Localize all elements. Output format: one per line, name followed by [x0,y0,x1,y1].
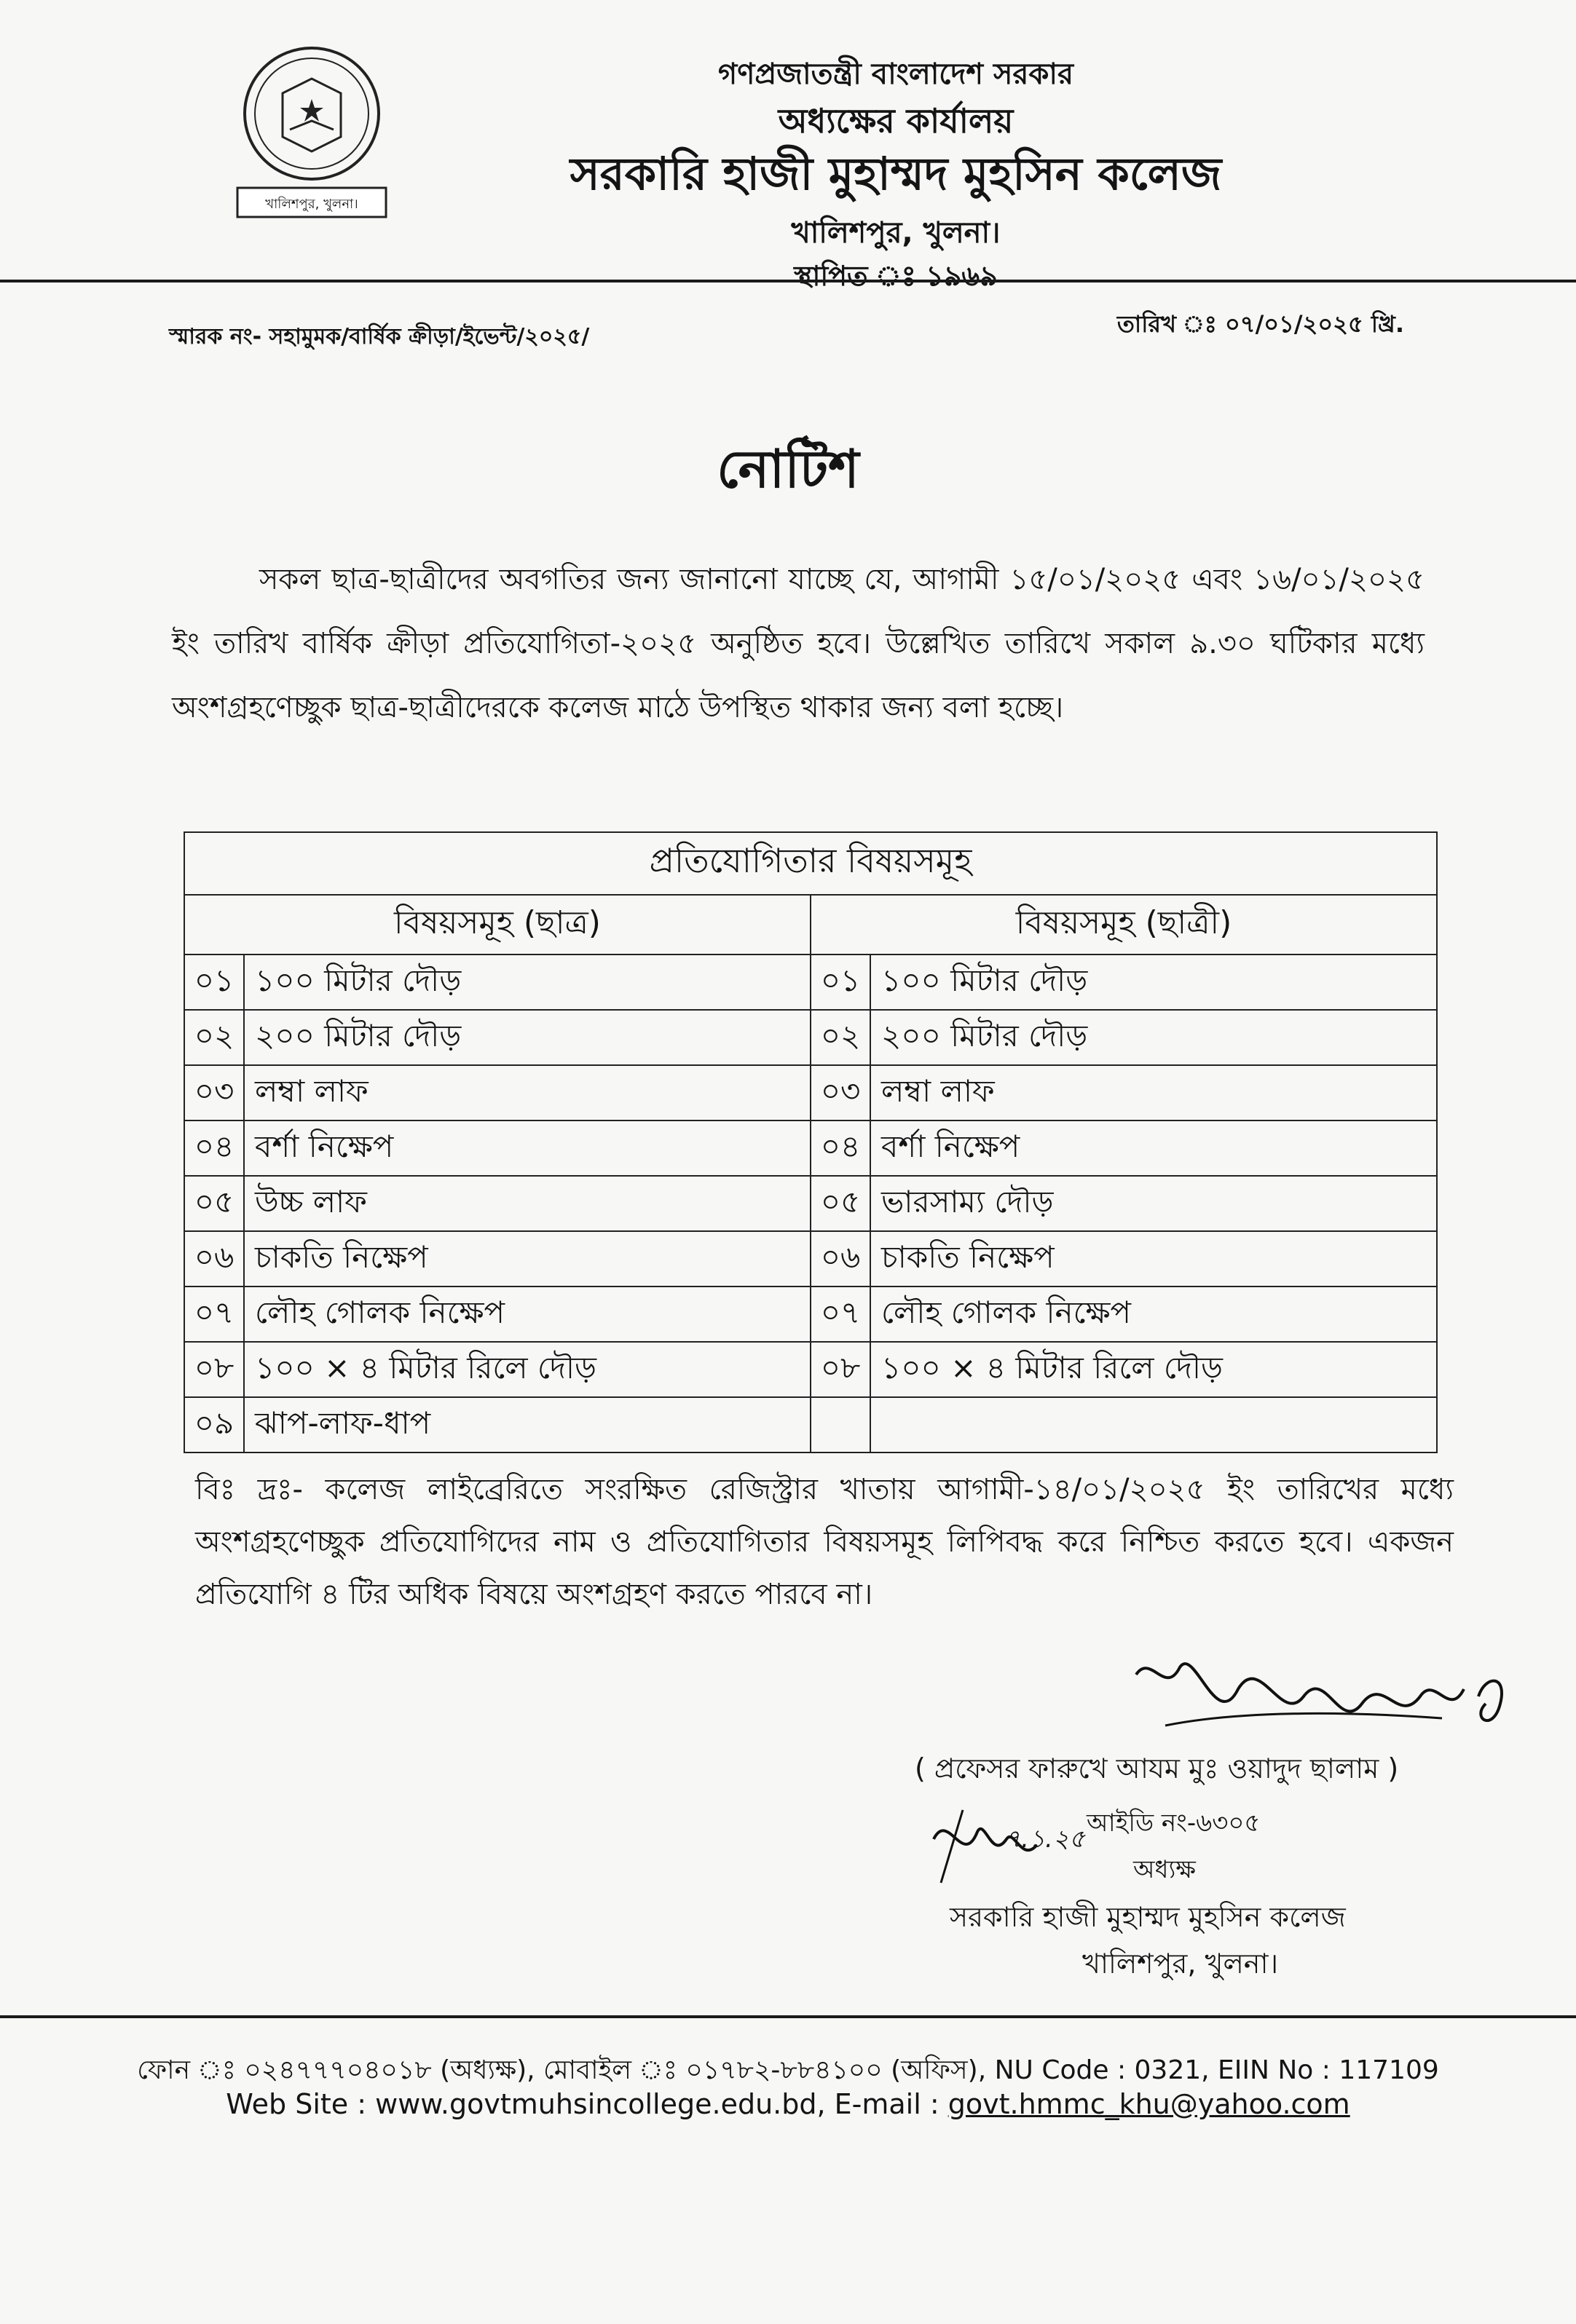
girl-event-name: চাকতি নিক্ষেপ [870,1231,1437,1286]
event-rows [184,954,1437,1452]
footer-web [0,2088,1576,2120]
table-row [184,1010,1437,1065]
notice-title: নোটিশ [717,438,859,499]
boys-heading: বিষয়সমূহ (ছাত্র) [184,895,811,954]
established-year: স্থাপিত ঃ ১৯৬৯ [794,260,998,292]
boy-event-number: ০৫ [184,1176,244,1231]
girl-event-number [811,1397,870,1452]
boy-event-number: ০৪ [184,1120,244,1176]
footer-divider [0,2015,1576,2018]
website-text: Web Site : www.govtmuhsincollege.edu.bd, E-mail : [226,2088,948,2120]
boy-event-number: ০৮ [184,1342,244,1397]
girl-event-number: ০৭ [811,1286,870,1342]
principal-signature [1122,1645,1529,1762]
header-divider [0,280,1576,282]
boy-event-name: লম্বা লাফ [244,1065,811,1120]
boy-event-name: উচ্চ লাফ [244,1176,811,1231]
girl-event-name [870,1397,1437,1452]
table-row [184,1065,1437,1120]
girl-event-number: ০২ [811,1010,870,1065]
girl-event-number: ০৪ [811,1120,870,1176]
girl-event-name: বর্শা নিক্ষেপ [870,1120,1437,1176]
boy-event-number: ০৯ [184,1397,244,1452]
office-name: অধ্যক্ষের কার্যালয় [778,101,1014,141]
table-heading-row [184,832,1437,895]
college-location: খালিশপুর, খুলনা। [791,216,1001,250]
girl-event-name: ২০০ মিটার দৌড় [870,1010,1437,1065]
girl-event-name: লৌহ গোলক নিক্ষেপ [870,1286,1437,1342]
signatory-name: ( প্রফেসর ফারুখে আযম মুঃ ওয়াদুদ ছালাম ) [915,1752,1399,1784]
memo-number: স্মারক নং- সহামুমক/বার্ষিক ক্রীড়া/ইভেন্ট/২০২৫/ [169,324,590,349]
boy-event-name: ১০০ মিটার দৌড় [244,954,811,1010]
girl-event-number: ০১ [811,954,870,1010]
events-table [184,831,1438,1453]
girl-event-name: ১০০ মিটার দৌড় [870,954,1437,1010]
notice-note: বিঃ দ্রঃ- কলেজ লাইব্রেরিতে সংরক্ষিত রেজিস্ট্রার খাতায় আগামী-১৪/০১/২০২৫ ইং তারিখের মধ্যে অংশগ্রহণেচ্ছুক প্রতিযোগিদের নাম ও প্রতিযোগিতার বিষয়সমূহ লিপিবদ্ধ করে নিশ্চিত করতে হবে। একজন প্রতিযোগি ৪ টির অধিক বিষয়ে অংশগ্রহণ করতে পারবে না। [195,1473,1454,1611]
table-heading: প্রতিযোগিতার বিষয়সমূহ [184,832,1437,895]
footer-contacts: ফোন ঃ ০২৪৭৭৭০৪০১৮ (অধ্যক্ষ), মোবাইল ঃ ০১৭৮২-৮৮৪১০০ (অফিস), NU Code : 0321, EIIN No : 117109 [137,2055,1439,2085]
table-subheading-row [184,895,1437,954]
signatory-college: সরকারি হাজী মুহাম্মদ মুহসিন কলেজ [950,1901,1346,1933]
girl-event-name: লম্বা লাফ [870,1065,1437,1120]
notice-date: তারিখ ঃ ০৭/০১/২০২৫ খ্রি. [1116,310,1404,338]
boy-event-name: চাকতি নিক্ষেপ [244,1231,811,1286]
girl-event-number: ০৬ [811,1231,870,1286]
girl-event-number: ০৮ [811,1342,870,1397]
signatory-id: আইডি নং-৬৩০৫ [1087,1809,1261,1838]
signature-date: ৭.১.২৫ [1005,1825,1085,1854]
girls-heading: বিষয়সমূহ (ছাত্রী) [811,895,1437,954]
table-row [184,1176,1437,1231]
boy-event-name: লৌহ গোলক নিক্ষেপ [244,1286,811,1342]
logo-caption: খালিশপুর, খুলনা। [265,197,358,212]
table-row [184,1397,1437,1452]
college-name: সরকারি হাজী মুহাম্মদ মুহসিন কলেজ [570,147,1222,200]
signatory-designation: অধ্যক্ষ [1133,1855,1196,1884]
government-name: গণপ্রজাতন্ত্রী বাংলাদেশ সরকার [718,58,1073,91]
boy-event-number: ০৩ [184,1065,244,1120]
notice-body: সকল ছাত্র-ছাত্রীদের অবগতির জন্য জানানো যাচ্ছে যে, আগামী ১৫/০১/২০২৫ এবং ১৬/০১/২০২৫ ইং তারিখ বার্ষিক ক্রীড়া প্রতিযোগিতা-২০২৫ অনুষ্ঠিত হবে। উল্লেখিত তারিখে সকাল ৯.৩০ ঘটিকার মধ্যে অংশগ্রহণেচ্ছুক ছাত্র-ছাত্রীদেরকে কলেজ মাঠে উপস্থিত থাকার জন্য বলা হচ্ছে। [172,563,1425,724]
signatory-location: খালিশপুর, খুলনা। [1082,1948,1279,1980]
table-row [184,1120,1437,1176]
boy-event-name: বর্শা নিক্ষেপ [244,1120,811,1176]
girl-event-name: ভারসাম্য দৌড় [870,1176,1437,1231]
table-row [184,1286,1437,1342]
boy-event-number: ০৭ [184,1286,244,1342]
girl-event-number: ০৫ [811,1176,870,1231]
boy-event-name: ঝাপ-লাফ-ধাপ [244,1397,811,1452]
email-link[interactable]: govt.hmmc_khu@yahoo.com [947,2088,1350,2120]
boy-event-number: ০১ [184,954,244,1010]
table-row [184,1231,1437,1286]
table-row [184,1342,1437,1397]
boy-event-name: ১০০ × ৪ মিটার রিলে দৌড় [244,1342,811,1397]
boy-event-number: ০৬ [184,1231,244,1286]
table-row [184,954,1437,1010]
boy-event-number: ০২ [184,1010,244,1065]
girl-event-number: ০৩ [811,1065,870,1120]
boy-event-name: ২০০ মিটার দৌড় [244,1010,811,1065]
girl-event-name: ১০০ × ৪ মিটার রিলে দৌড় [870,1342,1437,1397]
